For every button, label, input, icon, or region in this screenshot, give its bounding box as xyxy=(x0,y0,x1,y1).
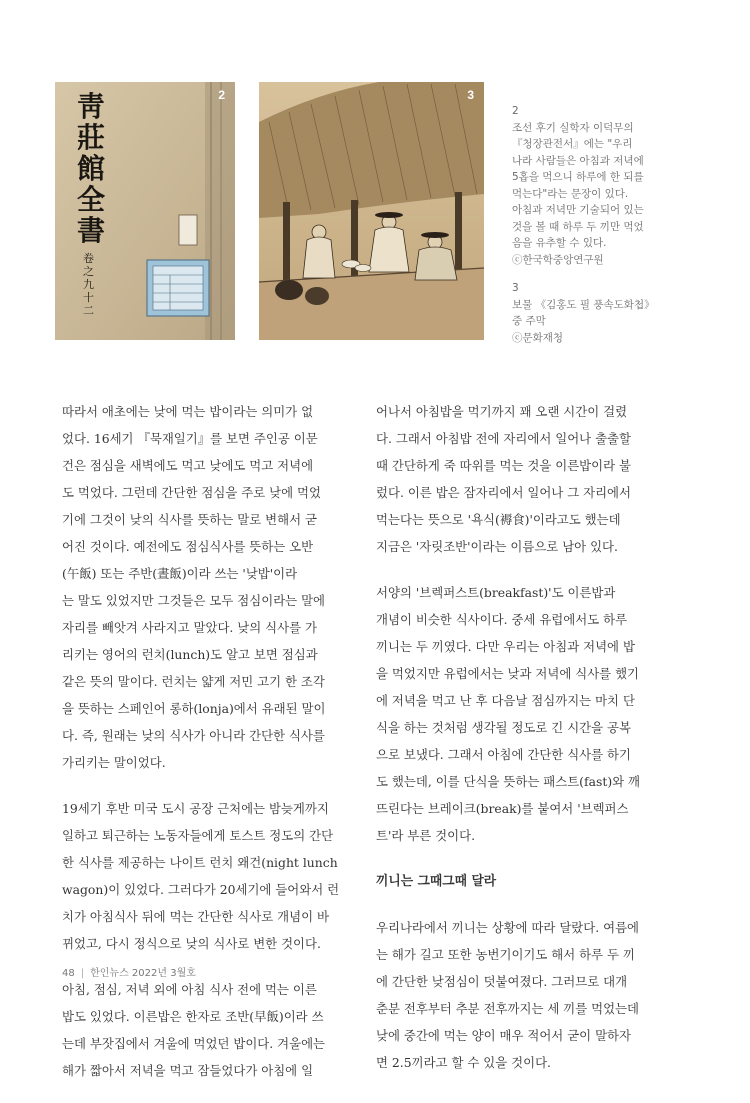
body-line: 면 2.5끼라고 할 수 있을 것이다. xyxy=(376,1055,551,1070)
caption-number: 2 xyxy=(512,105,519,117)
body-line: 어진 것이다. 예전에도 점심식사를 뜻하는 오반 xyxy=(62,539,314,554)
caption-line: 것을 볼 때 하루 두 끼만 먹었 xyxy=(512,220,644,233)
body-line: 같은 뜻의 말이다. 런치는 얇게 저민 고기 한 조각 xyxy=(62,674,325,689)
footer-separator: | xyxy=(80,968,85,979)
body-line: 을 먹었지만 유럽에서는 낮과 저녁에 식사를 했기 xyxy=(376,666,640,681)
body-paragraph xyxy=(62,398,367,776)
body-line: 따라서 애초에는 낮에 먹는 밥이라는 의미가 없 xyxy=(62,404,314,419)
article-column-left xyxy=(62,398,367,1103)
caption-line: ⓒ문화재청 xyxy=(512,331,564,344)
tavern-painting-illustration xyxy=(259,82,484,340)
book-title-char: 館 xyxy=(76,152,106,185)
book-title-char: 靑 xyxy=(76,90,106,123)
body-line: 다. 그래서 아침밥 전에 자리에서 일어나 출출할 xyxy=(376,431,631,446)
body-line: 자리를 빼앗겨 사라지고 말았다. 낮의 식사를 가 xyxy=(62,620,317,635)
body-line: 일하고 퇴근하는 노동자들에게 토스트 정도의 간단 xyxy=(62,828,334,843)
book-title-char: 全 xyxy=(76,183,106,216)
body-line: 건은 점심을 새벽에도 먹고 낮에도 먹고 저녁에 xyxy=(62,458,314,473)
caption-line: 『청장관전서』에는 "우리 xyxy=(512,138,633,150)
body-line: 는 해가 길고 또한 농번기이기도 해서 하루 두 끼 xyxy=(376,947,635,962)
body-line: 한 식사를 제공하는 나이트 런치 왜건(night lunch xyxy=(62,855,338,870)
article-column-right xyxy=(376,398,681,1095)
body-line: 렀다. 이른 밥은 잠자리에서 일어나 그 자리에서 xyxy=(376,485,631,500)
body-line: 치가 아침식사 뒤에 먹는 간단한 식사로 개념이 바 xyxy=(62,909,329,924)
caption-line: 음을 유추할 수 있다. xyxy=(512,237,607,249)
body-line: 에 저녁을 먹고 난 후 다음날 점심까지는 마치 단 xyxy=(376,693,635,708)
body-line: 먹는다는 뜻으로 '욕식(褥食)'이라고도 했는데 xyxy=(376,512,621,527)
body-line: (午飯) 또는 주반(晝飯)이라 쓰는 '낮밥'이라 xyxy=(62,566,298,581)
volume-mark: 卷之九十二 xyxy=(83,252,94,317)
body-line: 춘분 전후부터 추분 전후까지는 세 끼를 먹었는데 xyxy=(376,1001,640,1016)
body-paragraph xyxy=(376,914,681,1076)
caption-line: 먹는다"라는 문장이 있다. xyxy=(512,187,629,200)
caption-line: 나라 사람들은 아침과 저녁에 xyxy=(512,154,644,167)
body-line: 뜨린다는 브레이크(break)를 붙여서 '브렉퍼스 xyxy=(376,801,629,816)
book-title-char: 書 xyxy=(76,214,106,247)
publication-name: 한인뉴스 2022년 3월호 xyxy=(90,968,196,979)
body-line: 해가 짧아서 저녁을 먹고 잠들었다가 아침에 일 xyxy=(62,1063,314,1078)
body-paragraph xyxy=(376,398,681,560)
body-line: 때 간단하게 죽 따위를 먹는 것을 이른밥이라 불 xyxy=(376,458,631,473)
page-number: 48 xyxy=(62,968,75,979)
body-paragraph xyxy=(376,579,681,849)
body-line: 식을 하는 것처럼 생각될 정도로 긴 시간을 공복 xyxy=(376,720,631,735)
caption-line: 아침과 저녁만 기술되어 있는 xyxy=(512,204,644,216)
figure-number: 3 xyxy=(467,88,474,102)
body-line: 어나서 아침밥을 먹기까지 꽤 오랜 시간이 걸렸 xyxy=(376,404,628,419)
page-footer xyxy=(62,964,196,979)
body-line: 다. 즉, 원래는 낮의 식사가 아니라 간단한 식사를 xyxy=(62,728,325,743)
book-cover-illustration xyxy=(55,82,235,340)
caption-block xyxy=(512,280,692,346)
caption-line: 보물 《김홍도 필 풍속도화첩》 xyxy=(512,298,655,311)
figure-number: 2 xyxy=(218,88,225,102)
section-subheading: 끼니는 그때그때 달라 xyxy=(376,874,497,889)
body-line: 끼니는 두 끼였다. 다만 우리는 아침과 저녁에 밥 xyxy=(376,639,635,654)
figure-captions xyxy=(512,103,692,358)
body-line: 기에 그것이 낮의 식사를 뜻하는 말로 변해서 굳 xyxy=(62,512,317,527)
body-line: 19세기 후반 미국 도시 공장 근처에는 밤늦게까지 xyxy=(62,801,329,816)
body-line: 뀌었고, 다시 정식으로 낮의 식사로 변한 것이다. xyxy=(62,936,321,951)
body-line: 리키는 영어의 런치(lunch)도 알고 보면 점심과 xyxy=(62,647,318,662)
book-title-char: 莊 xyxy=(76,121,106,154)
caption-block xyxy=(512,103,692,268)
figure-tavern-painting xyxy=(259,82,484,340)
body-line: wagon)이 있었다. 그러다가 20세기에 들어와서 런 xyxy=(62,882,340,897)
body-line: 서양의 '브렉퍼스트(breakfast)'도 이른밥과 xyxy=(376,585,616,600)
body-line: 는데 부잣집에서 겨울에 먹었던 밥이다. 겨울에는 xyxy=(62,1036,326,1051)
body-line: 밥도 있었다. 이른밥은 한자로 조반(早飯)이라 쓰 xyxy=(62,1009,324,1024)
body-line: 우리나라에서 끼니는 상황에 따라 달랐다. 여름에 xyxy=(376,920,640,935)
body-paragraph xyxy=(62,976,367,1084)
caption-line: 조선 후기 실학자 이덕무의 xyxy=(512,121,634,134)
body-line: 으로 보냈다. 그래서 아침에 간단한 식사를 하기 xyxy=(376,747,631,762)
body-paragraph xyxy=(62,795,367,957)
body-line: 아침, 점심, 저녁 외에 아침 식사 전에 먹는 이른 xyxy=(62,982,317,997)
body-line: 도 했는데, 이를 단식을 뜻하는 패스트(fast)와 깨 xyxy=(376,774,641,789)
body-line: 도 먹었다. 그런데 간단한 점심을 주로 낮에 먹었 xyxy=(62,485,321,500)
body-line: 을 뜻하는 스페인어 롱하(lonja)에서 유래된 말이 xyxy=(62,701,326,716)
figure-book-cover xyxy=(55,82,235,340)
caption-line: 5홉을 먹으니 하루에 한 되를 xyxy=(512,171,644,183)
caption-line: 중 주막 xyxy=(512,315,546,327)
caption-line: ⓒ한국학중앙연구원 xyxy=(512,253,604,266)
body-line: 개념이 비슷한 식사이다. 중세 유럽에서도 하루 xyxy=(376,612,628,627)
body-line: 트'라 부른 것이다. xyxy=(376,828,476,843)
body-line: 었다. 16세기 『묵재일기』를 보면 주인공 이문 xyxy=(62,431,318,446)
body-line: 에 간단한 낮점심이 덧붙여졌다. 그러므로 대개 xyxy=(376,974,628,989)
caption-number: 3 xyxy=(512,282,519,294)
body-line: 는 말도 있었지만 그것들은 모두 점심이라는 말에 xyxy=(62,593,326,608)
body-line: 지금은 '자릿조반'이라는 이름으로 남아 있다. xyxy=(376,539,618,554)
body-line: 가리키는 말이었다. xyxy=(62,755,166,770)
body-line: 낮에 중간에 먹는 양이 매우 적어서 굳이 말하자 xyxy=(376,1028,631,1043)
